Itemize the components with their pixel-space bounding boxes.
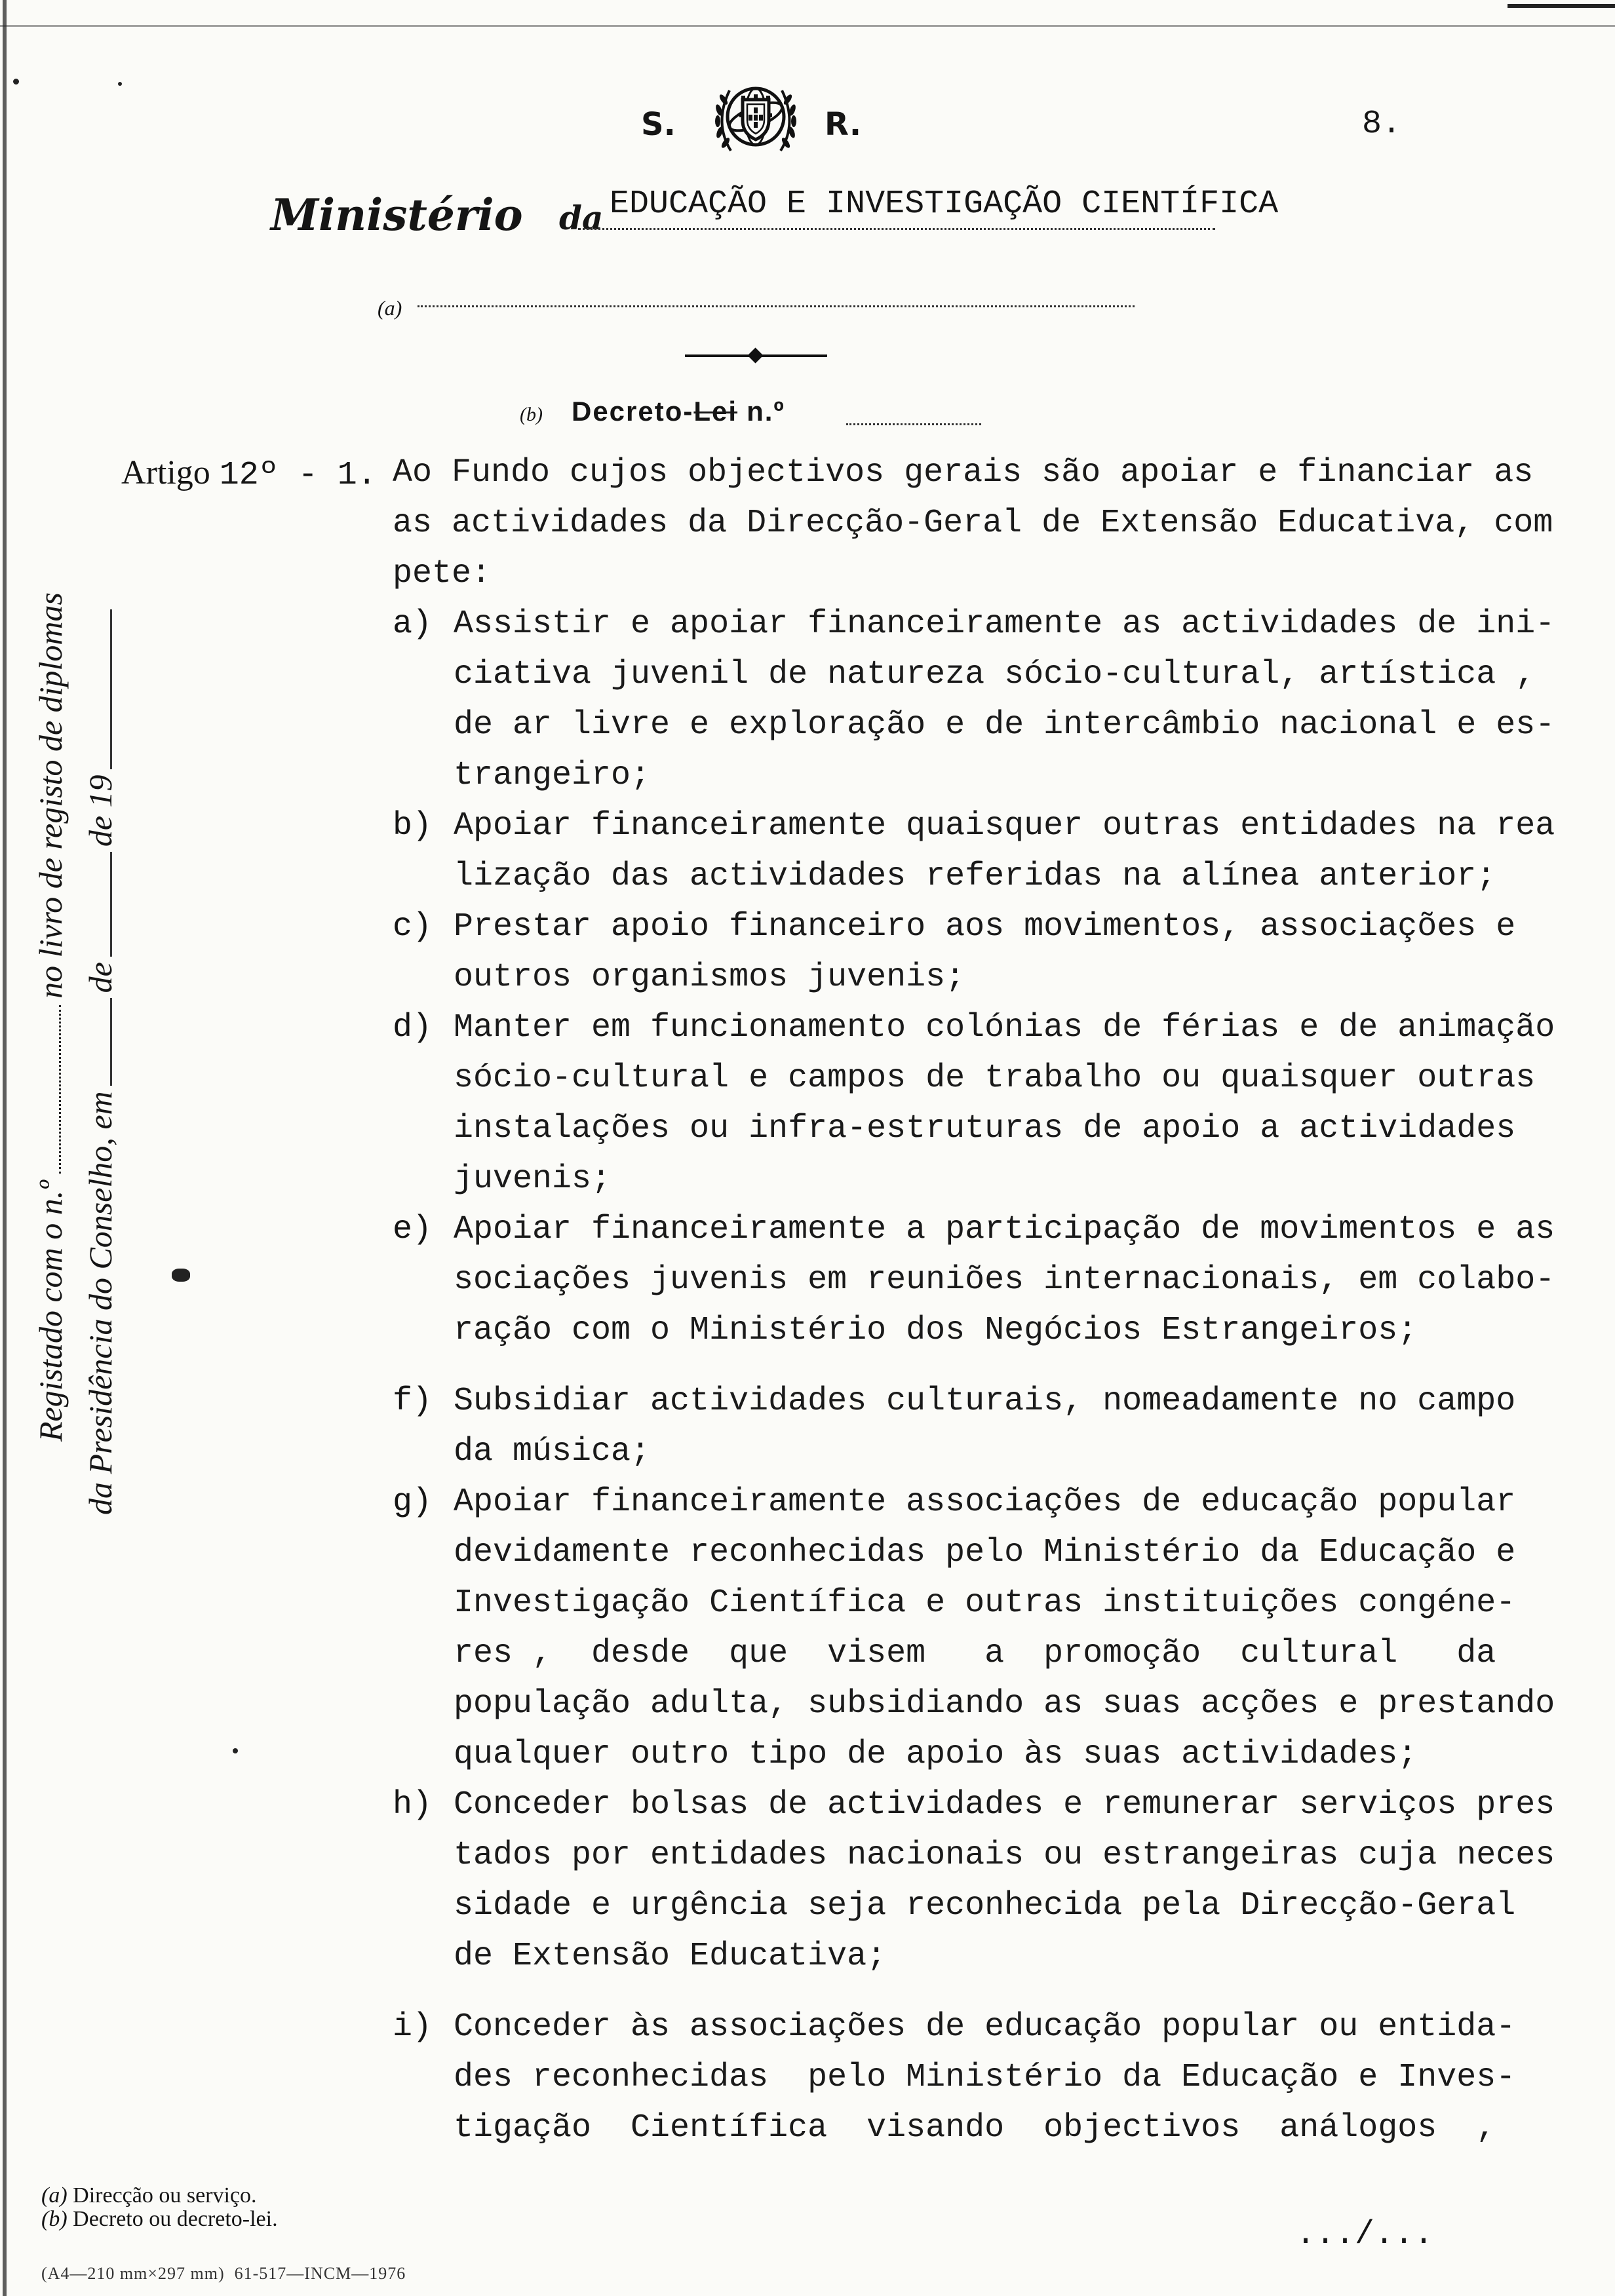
- text-line: res , desde que visem a promoção cultural da: [454, 1635, 1496, 1672]
- ink-blot: [172, 1269, 190, 1282]
- service-field-marker: (a): [378, 296, 402, 320]
- intro-line: pete:: [393, 555, 492, 592]
- decree-prefix: Decreto-: [571, 396, 694, 427]
- text-line: tados por entidades nacionais ou estrangeiras cuja neces: [454, 1837, 1555, 1874]
- clause-letter: i): [393, 2008, 433, 2046]
- intro-line: Ao Fundo cujos objectivos gerais são apoiar e financiar as: [393, 454, 1534, 491]
- text-line: Assistir e apoiar financeiramente as actividades de ini-: [454, 605, 1555, 643]
- clause-item: [393, 1780, 1572, 1981]
- month-blank: [110, 852, 112, 957]
- coat-of-arms-emblem: [710, 77, 802, 161]
- text-line: população adulta, subsidiando as suas acções e prestando: [454, 1685, 1555, 1723]
- text-line: devidamente reconhecidas pelo Ministério da Educação e: [454, 1534, 1516, 1571]
- text-line: Apoiar financeiramente quaisquer outras entidades na rea: [454, 807, 1555, 845]
- text-line: ração com o Ministério dos Negócios Estrangeiros;: [454, 1312, 1418, 1349]
- clause-item: [393, 599, 1572, 801]
- decree-line: [520, 393, 785, 430]
- year-blank: [110, 609, 112, 769]
- text-line: sidade e urgência seja reconhecida pela Direcção-Geral: [454, 1887, 1516, 1924]
- clause-text: [454, 599, 1572, 801]
- text-line: tigação Científica visando objectivos análogos ,: [454, 2109, 1496, 2147]
- clause-text: [454, 801, 1572, 902]
- intro-line: as actividades da Direcção-Geral de Extensão Educativa, com: [393, 505, 1553, 542]
- article-body: [393, 448, 1572, 2153]
- text-line: sociações juvenis em reuniões internacionais, em colabo-: [454, 1261, 1555, 1299]
- page-number: 8.: [1362, 105, 1402, 143]
- footnote-marker: (a): [41, 2183, 68, 2208]
- text-line: outros organismos juvenis;: [454, 959, 965, 996]
- text-line: de ar livre e exploração e de intercâmbio nacional e es-: [454, 706, 1555, 744]
- clause-item: [393, 1003, 1572, 1204]
- text-line: Conceder às associações de educação popular ou entida-: [454, 2008, 1516, 2046]
- footnote-a: [41, 2184, 278, 2208]
- ministry-dotted-line: [578, 228, 1215, 230]
- text-line: Conceder bolsas de actividades e remunerar serviços pres: [454, 1786, 1555, 1824]
- clause-item: [393, 801, 1572, 902]
- header-letter-r: R.: [825, 106, 862, 143]
- decree-number-dotted-line: [846, 423, 981, 425]
- text-line: Apoiar financeiramente associações de educação popular: [454, 1483, 1516, 1521]
- scan-speck: [233, 1748, 238, 1753]
- text-line: Apoiar financeiramente a participação de movimentos e as: [454, 1211, 1555, 1248]
- decree-struck-word: Lei: [693, 396, 738, 427]
- footnote-text: Direcção ou serviço.: [67, 2183, 257, 2208]
- clause-item: [393, 1376, 1572, 1477]
- text-line: des reconhecidas pelo Ministério da Educação e Inves-: [454, 2059, 1516, 2096]
- registry-book-label: no livro de registo de diplomas: [32, 592, 69, 999]
- clause-text: [454, 1003, 1572, 1204]
- text-line: lização das actividades referidas na alínea anterior;: [454, 858, 1496, 895]
- council-de-2: de 19: [82, 775, 119, 847]
- registry-note: [31, 592, 69, 1442]
- clause-text: [454, 2002, 1572, 2153]
- clause-letter: f): [393, 1383, 433, 1420]
- service-field-dotted-line: [418, 305, 1135, 307]
- decree-number-label: n.º: [747, 396, 785, 427]
- text-line: sócio-cultural e campos de trabalho ou quaisquer outras: [454, 1060, 1536, 1097]
- article-heading: [121, 448, 377, 498]
- council-label: da Presidência do Conselho, em: [82, 1091, 119, 1515]
- print-info: (A4—210 mm×297 mm) 61-517—INCM—1976: [41, 2264, 406, 2283]
- registry-number-blank: [59, 1005, 61, 1174]
- scan-edge-top: [0, 25, 1615, 27]
- clause-letter: d): [393, 1009, 433, 1046]
- article-number: 12º - 1.: [219, 457, 377, 494]
- clause-item: [393, 2002, 1572, 2153]
- clause-item: [393, 1204, 1572, 1356]
- scan-edge-left: [3, 0, 7, 2296]
- text-line: de Extensão Educativa;: [454, 1938, 887, 1975]
- clause-letter: a): [393, 605, 433, 643]
- article-clauses: [393, 599, 1572, 2153]
- clause-text: [454, 1204, 1572, 1356]
- footnotes: [41, 2184, 278, 2231]
- scan-speck: [13, 79, 19, 85]
- decree-marker: (b): [520, 404, 543, 425]
- clause-text: [454, 1376, 1572, 1477]
- ministry-connector: da: [559, 199, 604, 237]
- text-line: ciativa juvenil de natureza sócio-cultural, artística ,: [454, 656, 1536, 693]
- text-line: Investigação Científica e outras instituições congéne-: [454, 1584, 1516, 1622]
- footnote-b: [41, 2208, 278, 2231]
- clause-text: [454, 1477, 1572, 1780]
- council-de-1: de: [82, 962, 119, 993]
- council-date-note: [81, 604, 119, 1515]
- text-line: instalações ou infra-estruturas de apoio a actividades: [454, 1110, 1516, 1147]
- scan-speck: [118, 82, 122, 86]
- text-line: qualquer outro tipo de apoio às suas actividades;: [454, 1736, 1418, 1773]
- ministry-name: EDUCAÇÃO E INVESTIGAÇÃO CIENTÍFICA: [610, 185, 1279, 223]
- scan-edge-corner: [1508, 4, 1615, 8]
- clause-letter: b): [393, 807, 433, 845]
- clause-letter: g): [393, 1483, 433, 1521]
- clause-text: [454, 902, 1572, 1003]
- text-line: Manter em funcionamento colónias de férias e de animação: [454, 1009, 1555, 1046]
- divider-diamond-icon: [747, 347, 763, 363]
- text-line: Prestar apoio financeiro aos movimentos, associações e: [454, 908, 1516, 946]
- text-line: juvenis;: [454, 1160, 612, 1198]
- clause-letter: c): [393, 908, 433, 946]
- text-line: da música;: [454, 1433, 651, 1470]
- article-intro: [393, 448, 1572, 599]
- text-line: trangeiro;: [454, 757, 651, 794]
- ministry-label: Ministério: [271, 189, 523, 240]
- article-word: Artigo: [121, 454, 210, 491]
- clause-letter: h): [393, 1786, 433, 1824]
- clause-item: [393, 902, 1572, 1003]
- continuation-mark: .../...: [1296, 2216, 1434, 2253]
- day-blank: [110, 998, 112, 1086]
- footnote-marker: (b): [41, 2207, 68, 2231]
- clause-letter: e): [393, 1211, 433, 1248]
- text-line: Subsidiar actividades culturais, nomeadamente no campo: [454, 1383, 1516, 1420]
- header-letter-s: S.: [641, 106, 676, 143]
- footnote-text: Decreto ou decreto-lei.: [67, 2207, 278, 2231]
- registry-label: Registado com o n.º: [32, 1180, 69, 1442]
- clause-text: [454, 1780, 1572, 1981]
- clause-item: [393, 1477, 1572, 1780]
